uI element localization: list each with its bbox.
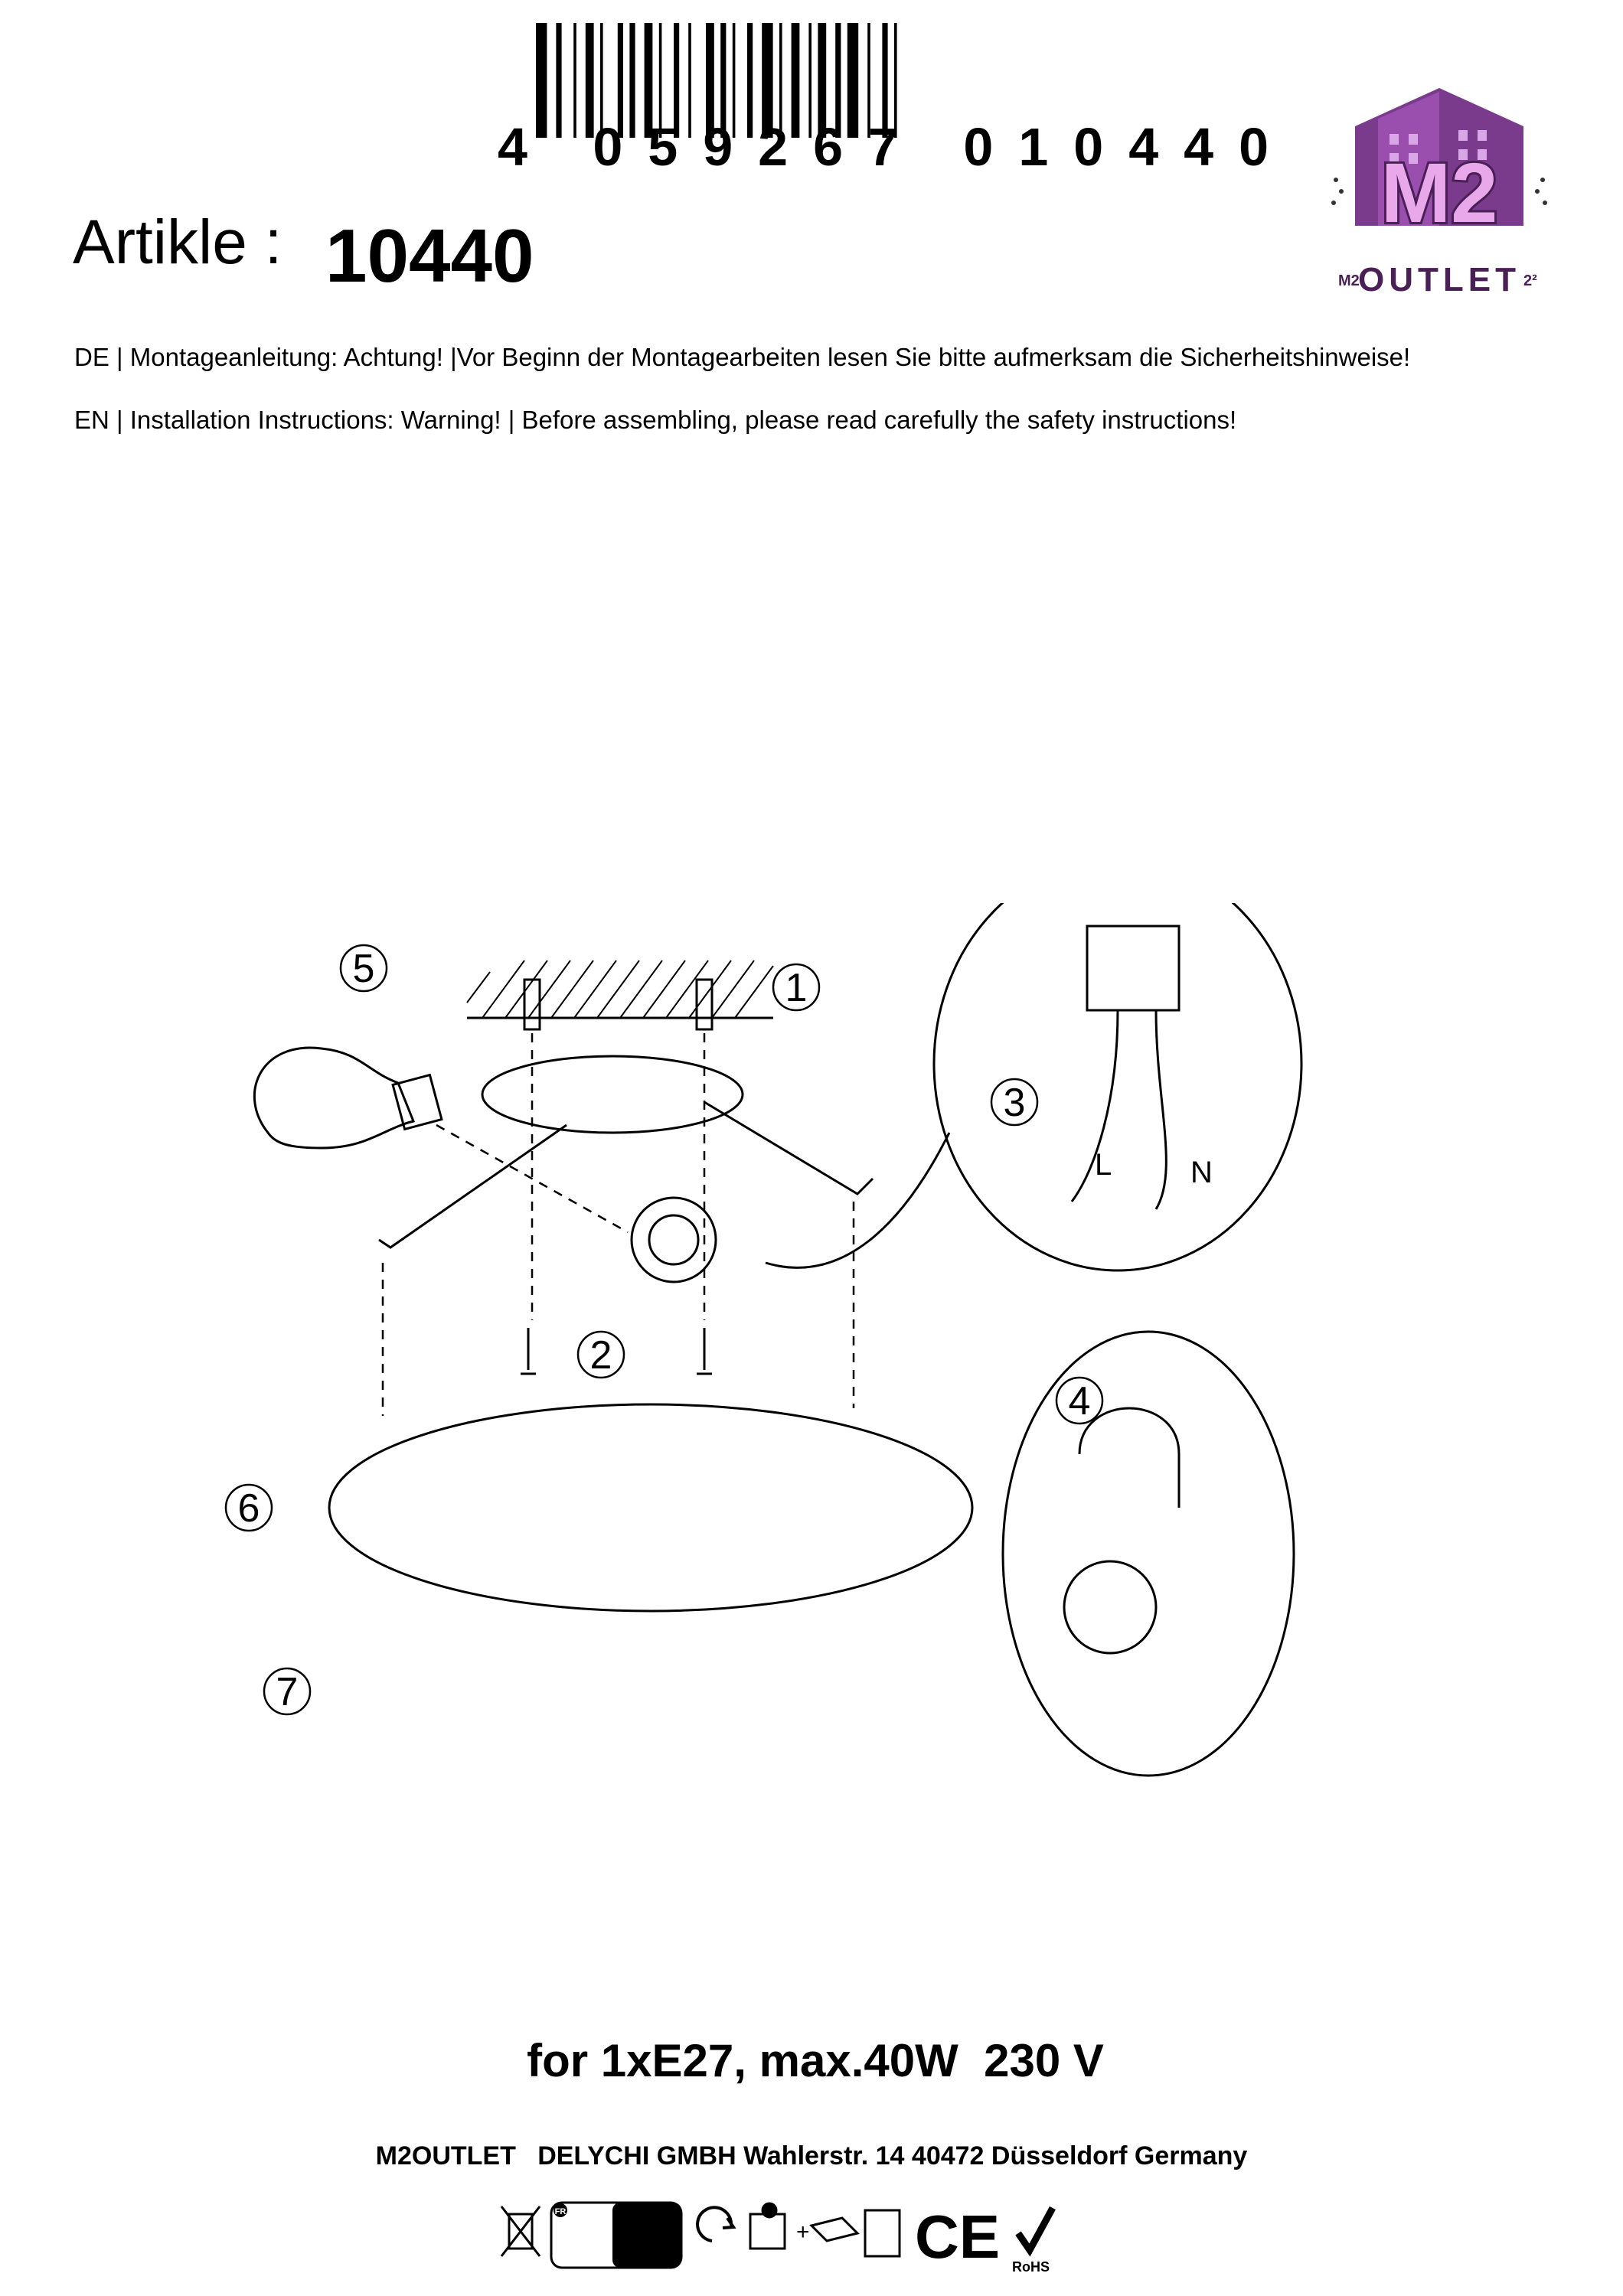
callout-7: 7 [276,1670,299,1714]
m2-outlet-logo [1324,73,1554,310]
bracket-right [704,1102,873,1194]
barcode-digits: 4 059267 010440 [498,117,1294,177]
ce-mark-icon: CE [915,2203,1001,2271]
article-label: Artikle : [73,207,282,277]
fr-badge: FR [554,2207,567,2216]
callout-6: 6 [237,1486,260,1531]
callout-1: 1 [785,966,808,1010]
svg-text:+: + [796,2219,810,2245]
compliance-symbols [498,2195,1125,2279]
detail-wiring-circle [934,903,1301,1270]
logo-main-text: M2 [1380,146,1498,240]
socket-clip [1079,1408,1179,1508]
wire-label-l: L [1095,1148,1112,1182]
packaging-sort-icon [750,2203,900,2256]
wire-label-n: N [1190,1156,1213,1189]
company-address: M2OUTLET DELYCHI GMBH Wahlerstr. 14 40472 Düsseldorf Germany [375,2141,1248,2170]
screw-left [521,1328,536,1374]
callout-3: 3 [1003,1081,1026,1125]
terminal-block [1087,926,1179,1010]
callout-2: 2 [589,1333,612,1378]
glass-shade [329,1404,972,1611]
logo-small-left: M2 [1338,272,1360,289]
ceiling-hatch [467,960,773,1018]
instruction-de: DE | Montageanleitung: Achtung! |Vor Beginn der Montagearbeiten lesen Sie bitte aufmerksam die Sicherheitshinweise! [74,343,1411,371]
triman-icon [551,2203,681,2268]
assembly-diagram [214,903,1324,1783]
detail-leader-3 [766,1133,949,1267]
detail-socket-circle [1003,1332,1294,1776]
rohs-icon [1012,2208,1053,2275]
article-number: 10440 [325,214,534,298]
bracket-left [379,1125,567,1247]
lamp-socket [632,1198,716,1282]
bulb [254,1048,442,1148]
callout-5: 5 [352,947,375,991]
screw-right [697,1328,712,1374]
logo-sub-text: OUTLET [1358,261,1520,298]
spec-text: for 1xE27, max.40W 230 V [527,2035,1104,2086]
socket-ring [1064,1561,1156,1653]
recycle-icon [697,2207,733,2241]
callout-4: 4 [1068,1379,1091,1424]
logo-small-right: 2² [1523,272,1537,289]
instruction-en: EN | Installation Instructions: Warning! | Before assembling, please read carefully the safety instructions! [74,406,1237,434]
crossed-bin-icon [501,2206,540,2256]
rohs-text: RoHS [1012,2259,1050,2275]
